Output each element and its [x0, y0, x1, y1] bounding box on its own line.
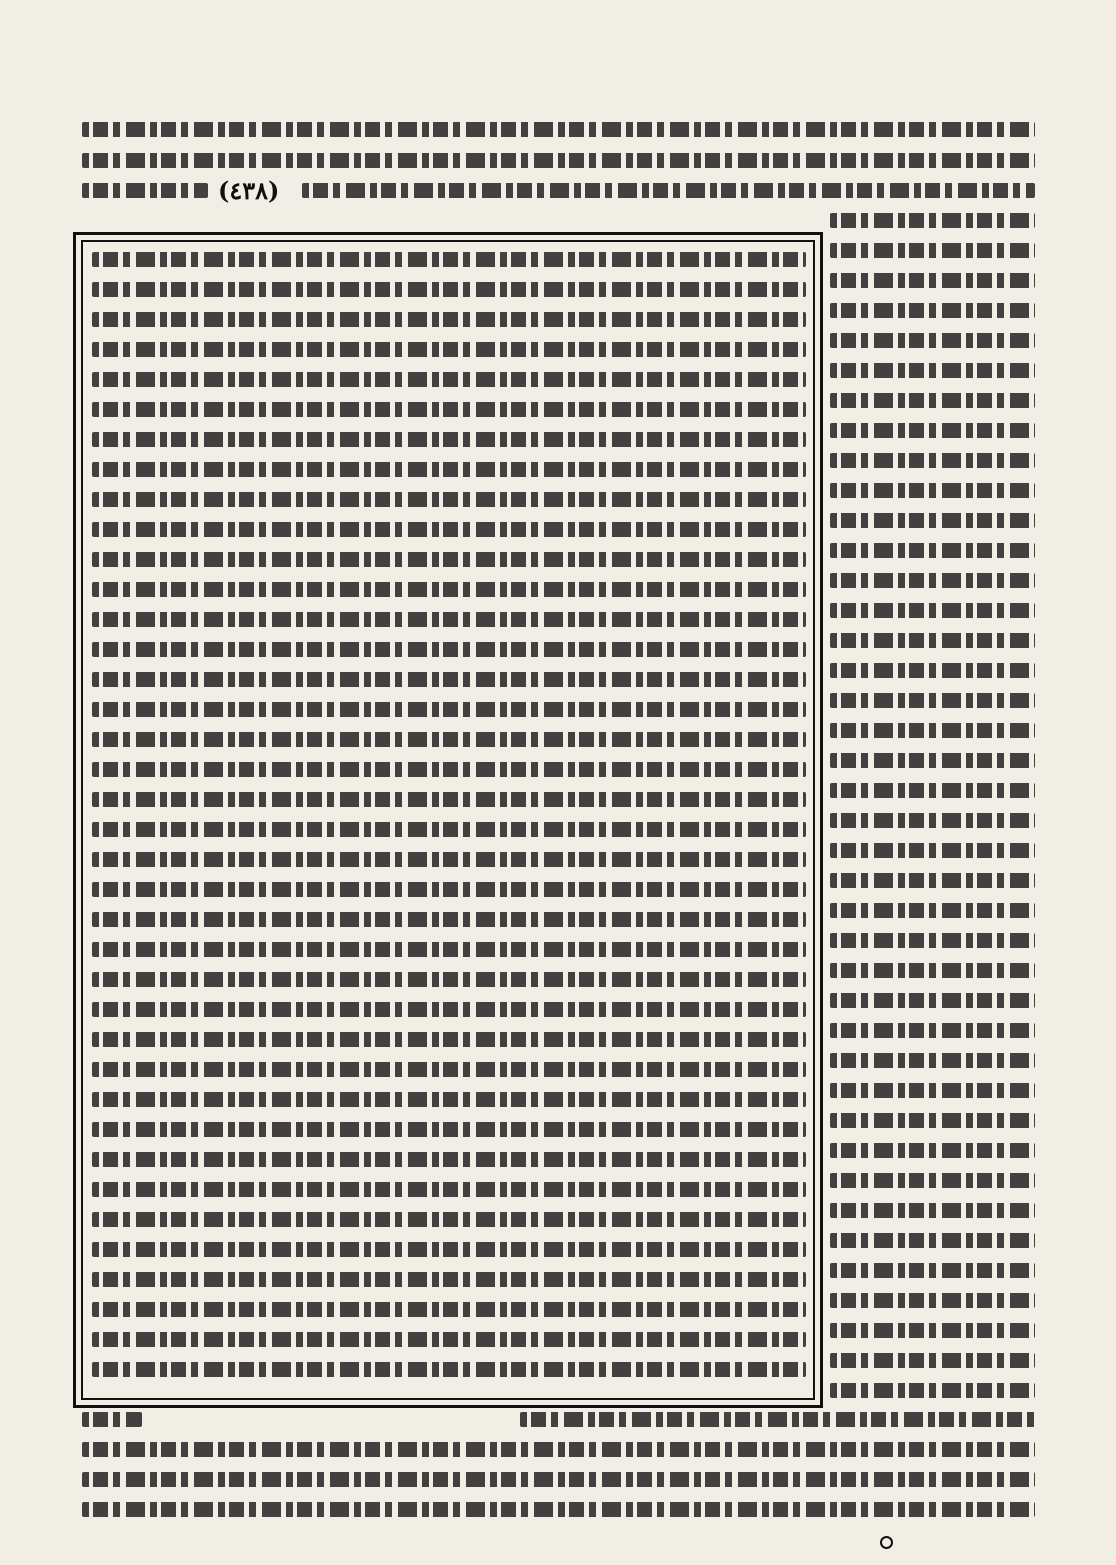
bottom-text-line	[520, 1412, 1035, 1427]
side-column-line	[830, 1233, 1035, 1248]
side-column-line	[830, 453, 1035, 468]
commentary-line	[92, 1362, 806, 1377]
side-column-line	[830, 1173, 1035, 1188]
side-column-line	[830, 273, 1035, 288]
side-column-line	[830, 633, 1035, 648]
side-column-line	[830, 363, 1035, 378]
side-column-line	[830, 663, 1035, 678]
top-text-line	[82, 122, 1035, 137]
bottom-text-line	[82, 1442, 1035, 1457]
commentary-line	[92, 852, 806, 867]
side-column-line	[830, 1113, 1035, 1128]
commentary-line	[92, 492, 806, 507]
side-column-line	[830, 423, 1035, 438]
commentary-line	[92, 912, 806, 927]
commentary-line	[92, 582, 806, 597]
commentary-line	[92, 762, 806, 777]
commentary-line	[92, 432, 806, 447]
commentary-line	[92, 1032, 806, 1047]
top-text-line	[82, 153, 1035, 168]
commentary-line	[92, 612, 806, 627]
side-column-line	[830, 963, 1035, 978]
side-column-line	[830, 1203, 1035, 1218]
commentary-line	[92, 672, 806, 687]
side-column-line	[830, 543, 1035, 558]
side-column-line	[830, 933, 1035, 948]
top-text-line	[830, 213, 1035, 228]
side-column-line	[830, 1023, 1035, 1038]
side-column-line	[830, 333, 1035, 348]
commentary-line	[92, 252, 806, 267]
commentary-line	[92, 1092, 806, 1107]
side-column-line	[830, 1053, 1035, 1068]
top-text-line	[302, 183, 1035, 198]
side-column-line	[830, 1143, 1035, 1158]
commentary-line	[92, 522, 806, 537]
top-text-line	[82, 183, 208, 198]
commentary-line	[92, 972, 806, 987]
side-column-line	[830, 303, 1035, 318]
commentary-line	[92, 372, 806, 387]
commentary-line	[92, 642, 806, 657]
commentary-line	[92, 552, 806, 567]
side-column-line	[830, 783, 1035, 798]
commentary-line	[92, 822, 806, 837]
commentary-line	[92, 1152, 806, 1167]
side-column-line	[830, 753, 1035, 768]
commentary-line	[92, 1242, 806, 1257]
side-column-line	[830, 693, 1035, 708]
side-column-line	[830, 873, 1035, 888]
side-column-line	[830, 1293, 1035, 1308]
commentary-line	[92, 1302, 806, 1317]
commentary-line	[92, 1272, 806, 1287]
commentary-line	[92, 1182, 806, 1197]
side-column-line	[830, 1383, 1035, 1398]
bottom-text-line	[82, 1502, 1035, 1517]
side-column-line	[830, 393, 1035, 408]
bottom-text-line	[82, 1472, 1035, 1487]
page-number: (٤٣٨)	[218, 176, 280, 205]
commentary-line	[92, 1122, 806, 1137]
commentary-line	[92, 792, 806, 807]
side-column-line	[830, 1083, 1035, 1098]
commentary-line	[92, 1212, 806, 1227]
commentary-line	[92, 282, 806, 297]
commentary-line	[92, 312, 806, 327]
side-column-line	[830, 603, 1035, 618]
commentary-line	[92, 702, 806, 717]
commentary-line	[92, 1002, 806, 1017]
commentary-line	[92, 462, 806, 477]
side-column-line	[830, 573, 1035, 588]
side-column-line	[830, 483, 1035, 498]
commentary-line	[92, 1062, 806, 1077]
side-column-line	[830, 1323, 1035, 1338]
side-column-line	[830, 843, 1035, 858]
side-column-line	[830, 813, 1035, 828]
side-column-line	[830, 1263, 1035, 1278]
commentary-line	[92, 342, 806, 357]
commentary-line	[92, 402, 806, 417]
commentary-line	[92, 1332, 806, 1347]
side-column-line	[830, 243, 1035, 258]
side-column-line	[830, 513, 1035, 528]
side-column-line	[830, 903, 1035, 918]
side-column-line	[830, 993, 1035, 1008]
side-column-line	[830, 723, 1035, 738]
commentary-line	[92, 882, 806, 897]
footer-mark	[880, 1536, 893, 1549]
commentary-line	[92, 732, 806, 747]
bottom-text-line	[82, 1412, 142, 1427]
commentary-line	[92, 942, 806, 957]
side-column-line	[830, 1353, 1035, 1368]
